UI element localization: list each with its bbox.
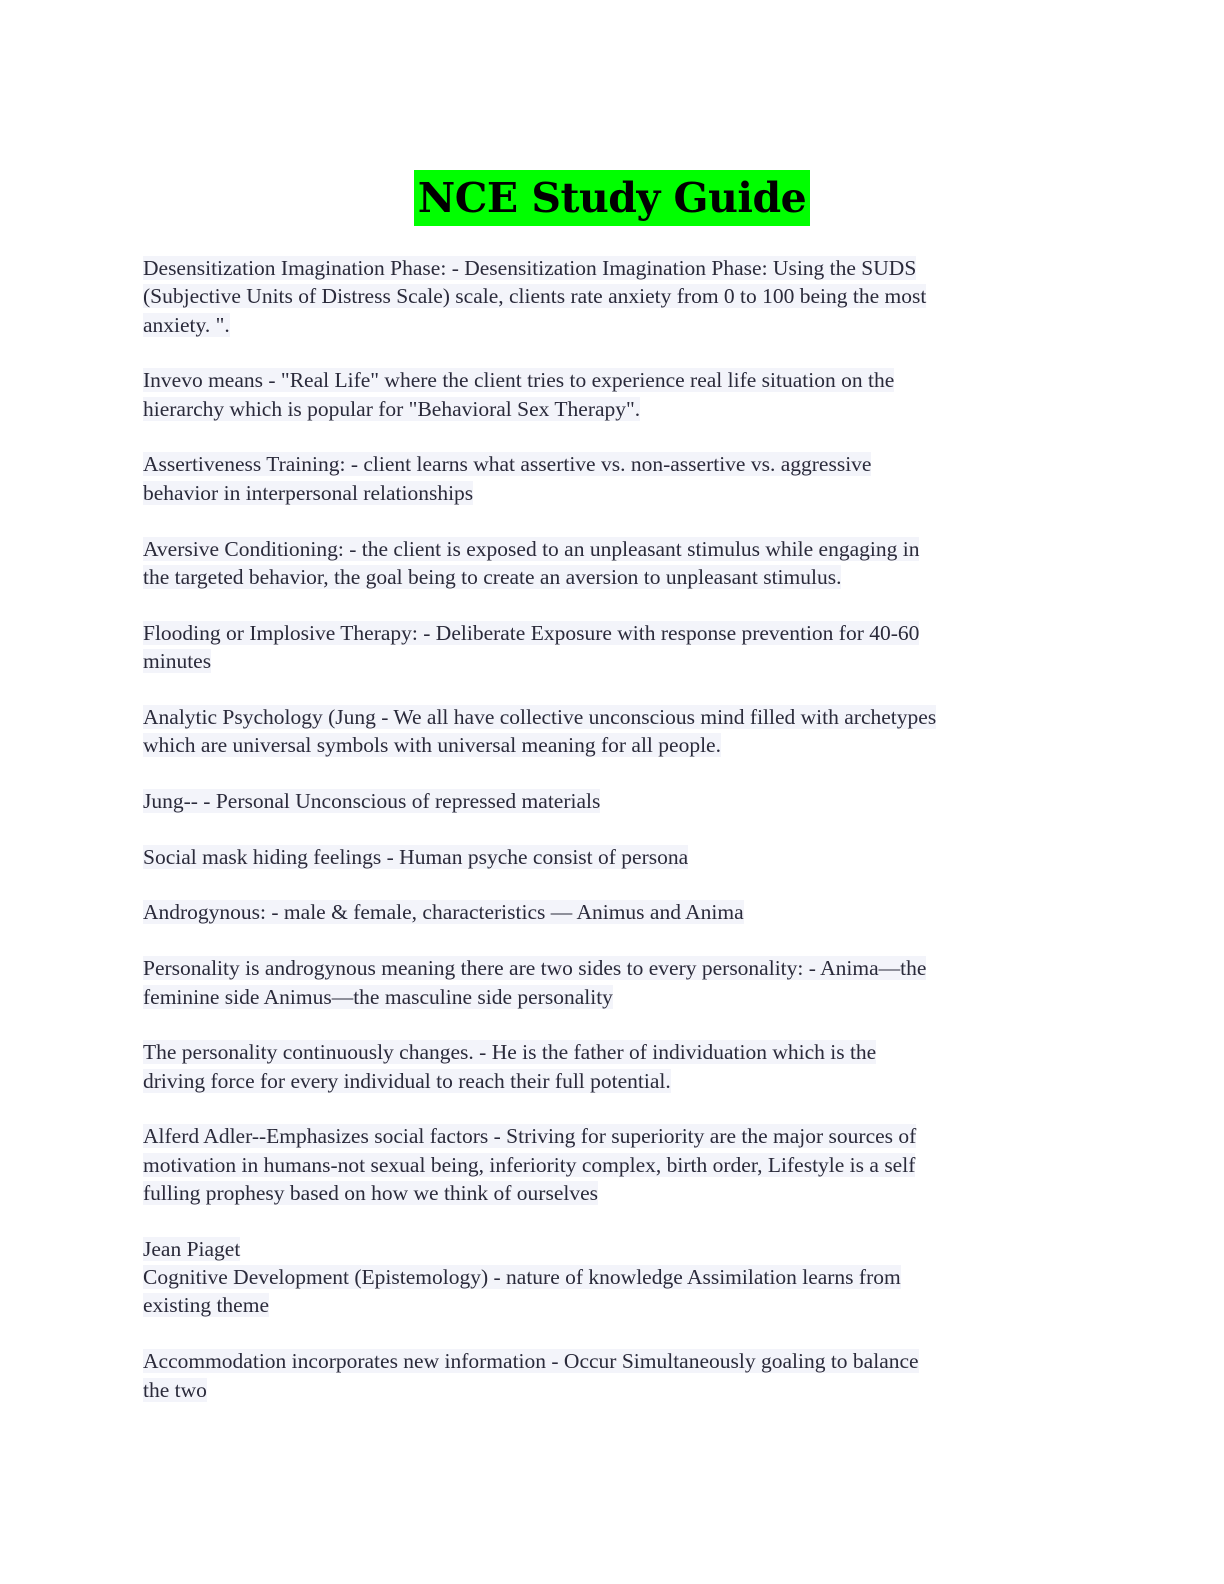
paragraph-aversive [143,535,1083,592]
paragraph-line: driving force for every individual to reach their full potential. [143,1068,671,1093]
paragraph-line: the two [143,1377,207,1402]
paragraph-line: Flooding or Implosive Therapy: - Deliberate Exposure with response prevention for 40-60 [143,620,920,645]
paragraph-personality [143,954,1083,1011]
paragraph-line: feminine side Animus—the masculine side personality [143,984,613,1009]
paragraph-line: Accommodation incorporates new information - Occur Simultaneously goaling to balance [143,1349,919,1374]
paragraph-line: anxiety. ". [143,312,230,337]
paragraph-androgynous [143,898,1083,926]
paragraph-line: minutes [143,648,212,673]
paragraph-assertiveness [143,450,1083,507]
paragraph-line: the targeted behavior, the goal being to create an aversion to unpleasant stimulus. [143,564,842,589]
paragraph-line: (Subjective Units of Distress Scale) scale, clients rate anxiety from 0 to 100 being the most [143,284,927,309]
paragraph-individuation [143,1038,1083,1095]
paragraph-line: fulling prophesy based on how we think of ourselves [143,1181,599,1206]
paragraph-line: Cognitive Development (Epistemology) - nature of knowledge Assimilation learns from [143,1265,901,1290]
paragraph-accommodation [143,1347,1083,1404]
paragraph-line: Alferd Adler--Emphasizes social factors - Striving for superiority are the major sources of [143,1124,917,1149]
paragraph-line: Analytic Psychology (Jung - We all have collective unconscious mind filled with archetypes [143,704,937,729]
paragraph-line: Desensitization Imagination Phase: - Desensitization Imagination Phase: Using the SUDS [143,256,917,280]
paragraph-adler [143,1122,1083,1207]
paragraph-line: motivation in humans-not sexual being, inferiority complex, birth order, Lifestyle is a self [143,1152,916,1177]
paragraph-line: Jean Piaget [143,1236,241,1261]
paragraph-line: Aversive Conditioning: - the client is exposed to an unpleasant stimulus while engaging in [143,536,920,561]
paragraph-invevo [143,366,1083,423]
paragraph-line: behavior in interpersonal relationships [143,480,474,505]
paragraph-piaget [143,1235,1083,1320]
title-container [0,170,1224,226]
paragraph-line: which are universal symbols with universal meaning for all people. [143,733,721,758]
paragraph-line: Assertiveness Training: - client learns what assertive vs. non-assertive vs. aggressive [143,452,872,477]
paragraph-line: existing theme [143,1293,269,1318]
paragraph-line: Androgynous: - male & female, characteristics — Animus and Anima [143,900,744,925]
paragraph-suds [143,254,1083,339]
paragraph-line: Personality is androgynous meaning there are two sides to every personality: - Anima—the [143,956,927,981]
document-body [143,254,1083,1431]
paragraph-social-mask [143,843,1083,871]
paragraph-line: hierarchy which is popular for "Behavioral Sex Therapy". [143,396,641,421]
paragraph-line: Invevo means - "Real Life" where the client tries to experience real life situation on the [143,368,895,393]
paragraph-line: Jung-- - Personal Unconscious of repressed materials [143,788,601,813]
paragraph-analytic [143,703,1083,760]
paragraph-jung [143,787,1083,815]
paragraph-line: Social mask hiding feelings - Human psyche consist of persona [143,844,689,869]
page-title: NCE Study Guide [414,170,810,226]
paragraph-line: The personality continuously changes. - He is the father of individuation which is the [143,1040,877,1065]
paragraph-flooding [143,619,1083,676]
